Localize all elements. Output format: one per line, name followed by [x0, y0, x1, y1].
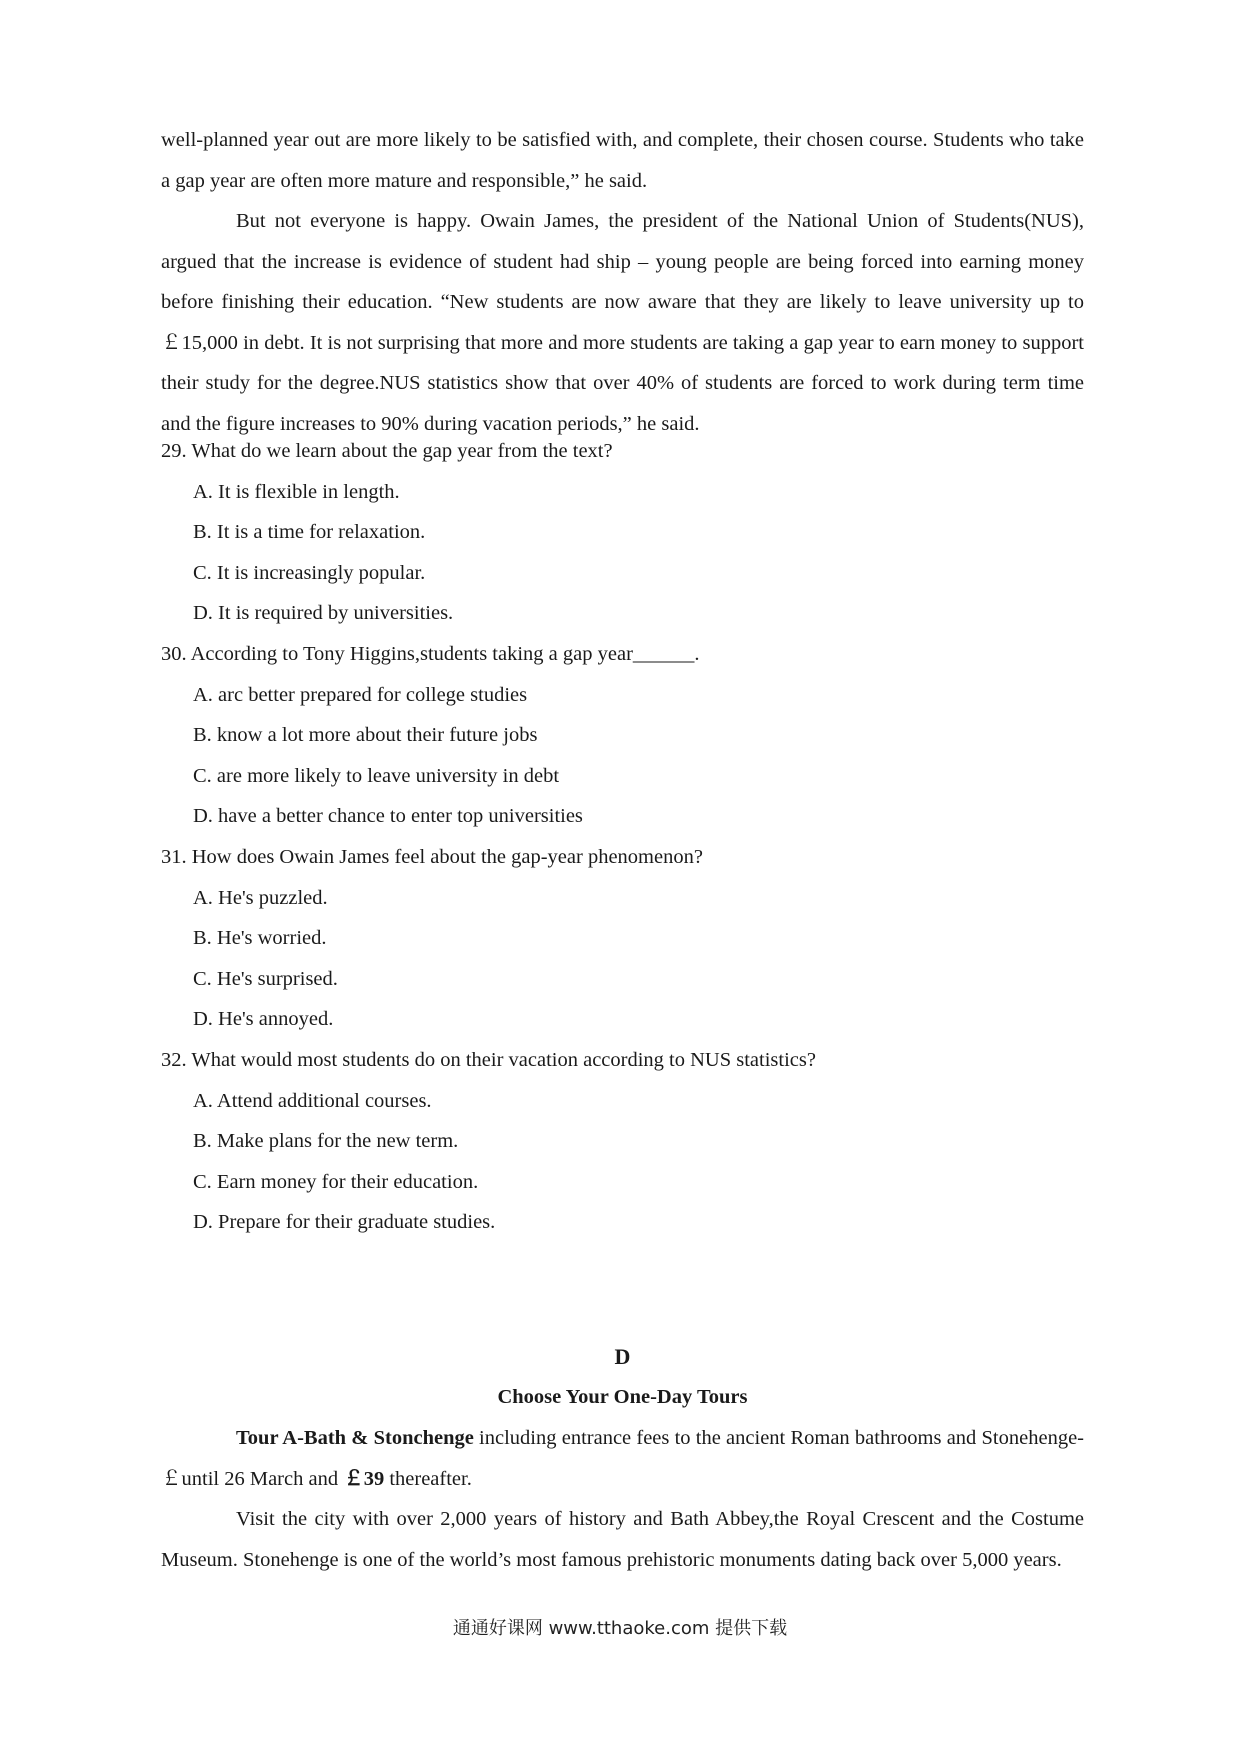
question-stem: 30. According to Tony Higgins,students taking a gap year______. [161, 642, 700, 665]
answer-option: C. He's surprised. [193, 967, 338, 990]
answer-option: B. know a lot more about their future jobs [193, 724, 538, 747]
answer-option: C. are more likely to leave university in debt [193, 764, 560, 787]
tour-a-intro [161, 1418, 1084, 1499]
tour-a-name: Tour A-Bath & Stonchenge [236, 1427, 474, 1449]
answer-option: B. It is a time for relaxation. [193, 521, 426, 544]
answer-option: A. It is flexible in length. [193, 480, 400, 503]
page-footer: 通通好课网 www.tthaoke.com 提供下载 [452, 1618, 788, 1639]
question-30 [161, 634, 1084, 837]
answer-option: D. He's annoyed. [193, 1008, 334, 1031]
tour-a-text: thereafter. [384, 1467, 472, 1490]
passage-c-body [161, 120, 1084, 444]
answer-option: D. have a better chance to enter top universities [193, 805, 583, 828]
tour-a-text: including entrance fees to the ancient Roman bathrooms and Stonehenge-￡until 26 March and [161, 1427, 1084, 1490]
section-title: Choose Your One-Day Tours [497, 1386, 748, 1408]
question-32 [161, 1040, 1084, 1243]
tour-a-description: Visit the city with over 2,000 years of history and Bath Abbey,the Royal Crescent and the Costume Museum. Stonehenge is one of the world’s most famous prehistoric monuments dating back over 5,000 years. [161, 1508, 1084, 1571]
passage-paragraph: But not everyone is happy. Owain James, the president of the National Union of Students(NUS), argued that the increase is evidence of student had ship – young people are being forced into earning money before finishing their education. “New students are now aware that they are likely to leave university up to ￡15,000 in debt. It is not surprising that more and more students are taking a gap year to earn money to support their study for the degree.NUS statistics show that over 40% of students are forced to work during term time and the figure increases to 90% during vacation periods,” he said. [161, 210, 1084, 435]
answer-option: A. arc better prepared for college studies [193, 683, 528, 706]
question-stem: 29. What do we learn about the gap year from the text? [161, 440, 613, 462]
tour-a-block [161, 1418, 1084, 1580]
answer-option: A. He's puzzled. [193, 886, 328, 909]
answer-option: A. Attend additional courses. [193, 1089, 432, 1112]
question-stem: 32. What would most students do on their vacation according to NUS statistics? [161, 1048, 816, 1071]
section-letter: D [614, 1344, 631, 1369]
question-31 [161, 837, 1084, 1040]
answer-option: C. It is increasingly popular. [193, 561, 426, 584]
answer-option: D. Prepare for their graduate studies. [193, 1211, 496, 1234]
answer-option: C. Earn money for their education. [193, 1170, 479, 1193]
answer-option: D. It is required by universities. [193, 602, 454, 625]
question-list [161, 431, 1084, 1243]
answer-option: B. He's worried. [193, 927, 327, 950]
question-29 [161, 431, 1084, 634]
question-stem: 31. How does Owain James feel about the gap-year phenomenon? [161, 845, 703, 868]
answer-option: B. Make plans for the new term. [193, 1130, 459, 1153]
passage-paragraph: well-planned year out are more likely to be satisfied with, and complete, their chosen course. Students who take a gap year are often more mature and responsible,” he said. [161, 129, 1084, 192]
tour-a-price: ￡39 [343, 1467, 385, 1490]
